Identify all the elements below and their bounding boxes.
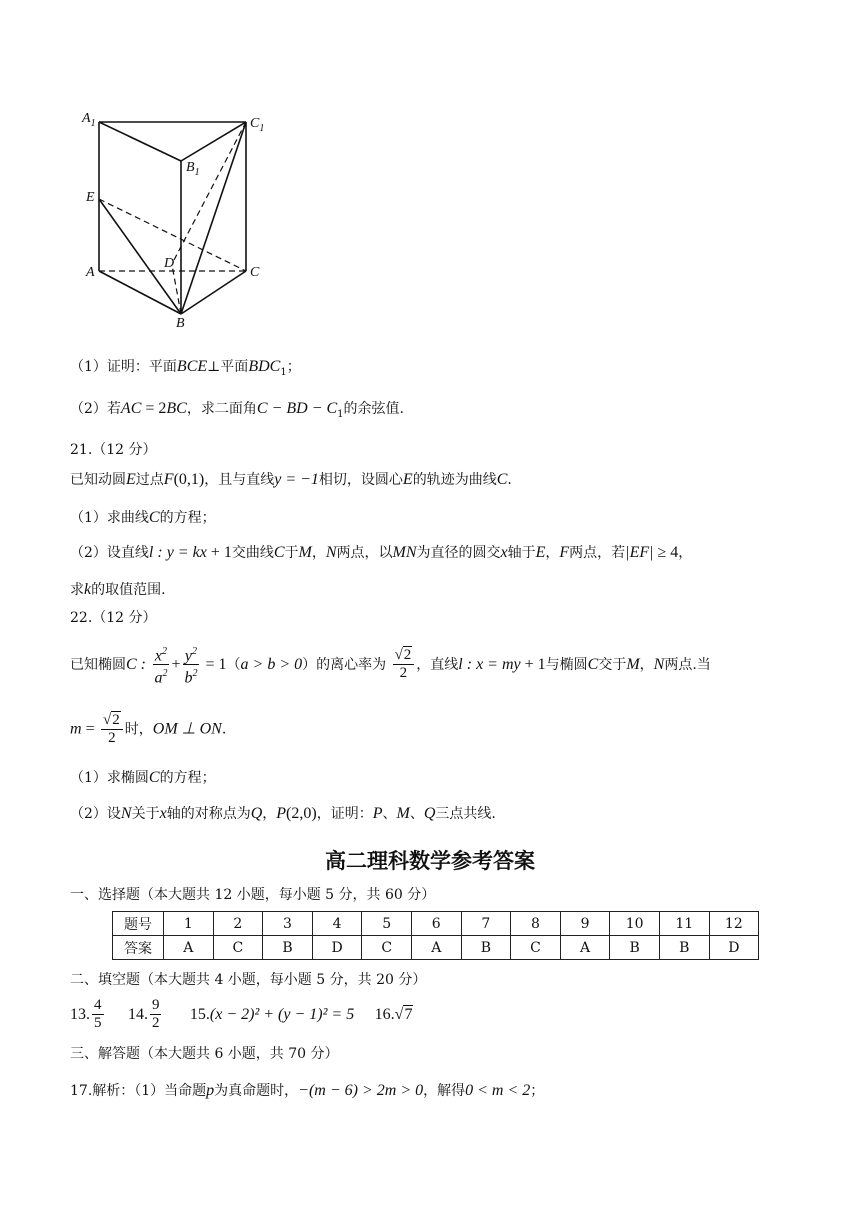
q21-part2-cont: 求k的取值范围. <box>70 581 166 598</box>
table-label-number: 题号 <box>113 912 164 936</box>
table-cell: B <box>461 936 511 960</box>
edge-b-c1 <box>181 122 246 314</box>
q20-part2: （2）若AC = 2BC，求二面角C − BD − $C_1$的余弦值. <box>70 400 404 420</box>
fill-answers <box>70 997 413 1032</box>
answer-14: 14. $\frac{9}{2}$ <box>127 997 160 1031</box>
label-b: B <box>176 316 185 331</box>
q22-stem: 已知椭圆C : $\frac{x^2}{a^2}$ + $\frac{y^2}{b^2}$ = 1（a > b > 0）的离心率为 $\frac{√2}{2}$ ，直线l : x = my + 1与椭圆C交于M，N两点.当 <box>70 643 711 687</box>
table-cell: A <box>560 936 610 960</box>
table-cell: 2 <box>213 912 263 936</box>
answer-table <box>112 911 759 960</box>
answer-table-number-row <box>113 912 759 936</box>
q22-stem-cont: m = $\frac{√2}{2}$ 时，OM ⊥ ON. <box>70 712 227 746</box>
prism-figure <box>80 108 280 338</box>
answer-15: 15.(x − 2)² + (y − 1)² = 5 <box>189 1005 355 1023</box>
table-cell: 5 <box>362 912 412 936</box>
label-a: A <box>86 265 95 280</box>
table-cell: B <box>659 936 709 960</box>
table-cell: B <box>263 936 313 960</box>
q21-part2: （2）设直线l : y = kx + 1交曲线C于M，N两点，以MN为直径的圆交x轴于E，F两点，若|EF| ≥ 4， <box>70 544 693 561</box>
table-cell: D <box>312 936 362 960</box>
table-label-answer: 答案 <box>113 936 164 960</box>
q22-part2: （2）设N关于x轴的对称点为Q，P(2,0)，证明：P、M、Q三点共线. <box>70 805 496 822</box>
table-cell: C <box>362 936 412 960</box>
label-a1: $A_1$ <box>82 111 96 129</box>
edge-b-c <box>181 271 246 314</box>
table-cell: 3 <box>263 912 313 936</box>
label-c1: $C_1$ <box>250 116 265 134</box>
answer-16: 16.√7 <box>374 1005 413 1023</box>
table-cell: 4 <box>312 912 362 936</box>
table-cell: 8 <box>511 912 561 936</box>
answer-17-part1: 17.解析：（1）当命题p为真命题时，−(m − 6) > 2m > 0，解得0 < m < 2； <box>70 1082 545 1099</box>
edge-a1-b1 <box>99 122 181 161</box>
q21-stem: 已知动圆E过点F(0,1)，且与直线y = −1相切，设圆心E的轨迹为曲线C. <box>70 471 512 488</box>
table-cell: 7 <box>461 912 511 936</box>
table-cell: 12 <box>709 912 759 936</box>
table-cell: C <box>213 936 263 960</box>
table-cell: A <box>411 936 461 960</box>
answers-title: 高二理科数学参考答案 <box>325 849 535 873</box>
q21-part1: （1）求曲线C的方程； <box>70 509 216 526</box>
table-cell: 6 <box>411 912 461 936</box>
label-d: D <box>164 256 175 271</box>
table-cell: B <box>610 936 660 960</box>
section-solve-heading: 三、解答题（本大题共 6 小题，共 70 分） <box>70 1046 339 1062</box>
answer-13: 13. $\frac{4}{5}$ <box>70 997 102 1031</box>
table-cell: A <box>164 936 214 960</box>
table-cell: D <box>709 936 759 960</box>
table-cell: 10 <box>610 912 660 936</box>
q20-part1: （1）证明：平面BCE⊥平面$BDC_1$； <box>70 358 301 378</box>
table-cell: 11 <box>659 912 709 936</box>
q22-heading: 22.（12 分） <box>70 610 157 626</box>
answer-table-answer-row <box>113 936 759 960</box>
table-cell: C <box>511 936 561 960</box>
section-choice-heading: 一、选择题（本大题共 12 小题，每小题 5 分，共 60 分） <box>70 887 436 903</box>
label-b1: $B_1$ <box>186 160 200 178</box>
section-fill-heading: 二、填空题（本大题共 4 小题，每小题 5 分，共 20 分） <box>70 972 427 988</box>
label-e: E <box>86 190 95 205</box>
edge-a-b <box>99 271 181 314</box>
table-cell: 9 <box>560 912 610 936</box>
label-c: C <box>250 265 260 280</box>
table-cell: 1 <box>164 912 214 936</box>
q21-heading: 21.（12 分） <box>70 442 157 458</box>
q22-part1: （1）求椭圆C的方程； <box>70 769 216 786</box>
